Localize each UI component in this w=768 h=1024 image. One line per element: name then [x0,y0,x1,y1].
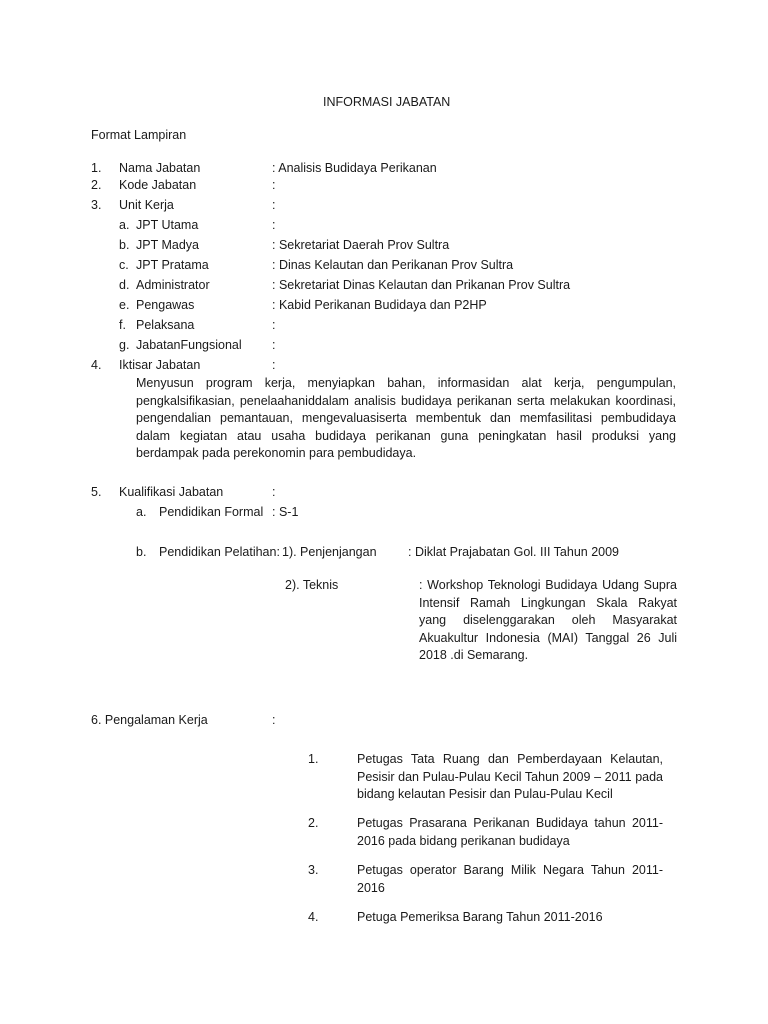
training-value: : Diklat Prajabatan Gol. III Tahun 2009 [408,545,620,559]
experience-number: 4. [308,910,319,924]
item-number: 2. [91,178,102,192]
document-title: INFORMASI JABATAN [323,95,451,109]
sub-letter: a. [136,505,147,519]
item-label: Unit Kerja [119,198,174,212]
sub-value: : Kabid Perikanan Budidaya dan P2HP [272,298,487,312]
sub-label: Pengawas [136,298,195,312]
sub-label: Pendidikan Pelatihan: [159,545,280,559]
training-value: : Workshop Teknologi Budidaya Udang Supra Intensif Ramah Lingkungan Skala Rakyat yang diselenggarakan oleh Masyarakat Akuakultur Indonesia (MAI) Tanggal 26 Juli 2018 .di Semarang. [419,578,677,663]
item-separator: : [272,318,276,332]
sub-value: : Dinas Kelautan dan Perikanan Prov Sultra [272,258,514,272]
sub-label: JPT Pratama [136,258,209,272]
item-separator: : [272,358,276,372]
experience-text: Petugas operator Barang Milik Negara Tahun 2011-2016 [357,863,663,895]
experience-number: 2. [308,816,319,830]
sub-label: Pendidikan Formal [159,505,264,519]
sub-value: : S-1 [272,505,299,519]
training-label: 2). Teknis [285,578,339,592]
item-value: : Analisis Budidaya Perikanan [272,161,437,175]
experience-number: 3. [308,863,319,877]
item-separator: : [272,485,276,499]
section-heading: 6. Pengalaman Kerja [91,713,208,727]
item-number: 3. [91,198,102,212]
iktisar-paragraph: Menyusun program kerja, menyiapkan bahan, informasidan alat kerja, pengumpulan, pengkalsifikasian, penelaahaniddalam analisis budidaya perikanan serta melakukan koordinasi, pengendalian pemantauan, mengevaluasiserta membentuk dan memfasilitasi pembudidaya dalam kegiatan atau usaha budidaya perikanan guna peningkatan hasil produksi yang berdampak pada perekonomin para pembudidaya. [136,376,676,461]
sub-letter: c. [119,258,129,272]
item-separator: : [272,218,276,232]
item-separator: : [272,713,276,727]
format-label: Format Lampiran [91,128,187,142]
sub-label: JabatanFungsional [136,338,242,352]
experience-number: 1. [308,752,319,766]
item-separator: : [272,338,276,352]
sub-label: JPT Utama [136,218,199,232]
sub-label: JPT Madya [136,238,199,252]
item-number: 4. [91,358,102,372]
experience-text: Petugas Tata Ruang dan Pemberdayaan Kelautan, Pesisir dan Pulau-Pulau Kecil Tahun 2009 – 2011 pada bidang kelautan Pesisir dan Pulau-Pulau Kecil [357,752,663,802]
item-label: Kualifikasi Jabatan [119,485,224,499]
item-number: 1. [91,161,102,175]
sub-letter: a. [119,218,130,232]
sub-value: : Sekretariat Dinas Kelautan dan Prikanan Prov Sultra [272,278,571,292]
item-label: Kode Jabatan [119,178,197,192]
sub-letter: f. [119,318,126,332]
sub-letter: b. [119,238,130,252]
sub-letter: e. [119,298,130,312]
sub-label: Pelaksana [136,318,195,332]
item-separator: : [272,198,276,212]
item-label: Iktisar Jabatan [119,358,201,372]
sub-letter: g. [119,338,130,352]
experience-text: Petuga Pemeriksa Barang Tahun 2011-2016 [357,910,603,924]
training-label: 1). Penjenjangan [282,545,377,559]
sub-value: : Sekretariat Daerah Prov Sultra [272,238,450,252]
item-label: Nama Jabatan [119,161,201,175]
sub-label: Administrator [136,278,210,292]
sub-letter: d. [119,278,130,292]
experience-text: Petugas Prasarana Perikanan Budidaya tahun 2011-2016 pada bidang perikanan budidaya [357,816,663,848]
sub-letter: b. [136,545,147,559]
item-number: 5. [91,485,102,499]
item-separator: : [272,178,276,192]
